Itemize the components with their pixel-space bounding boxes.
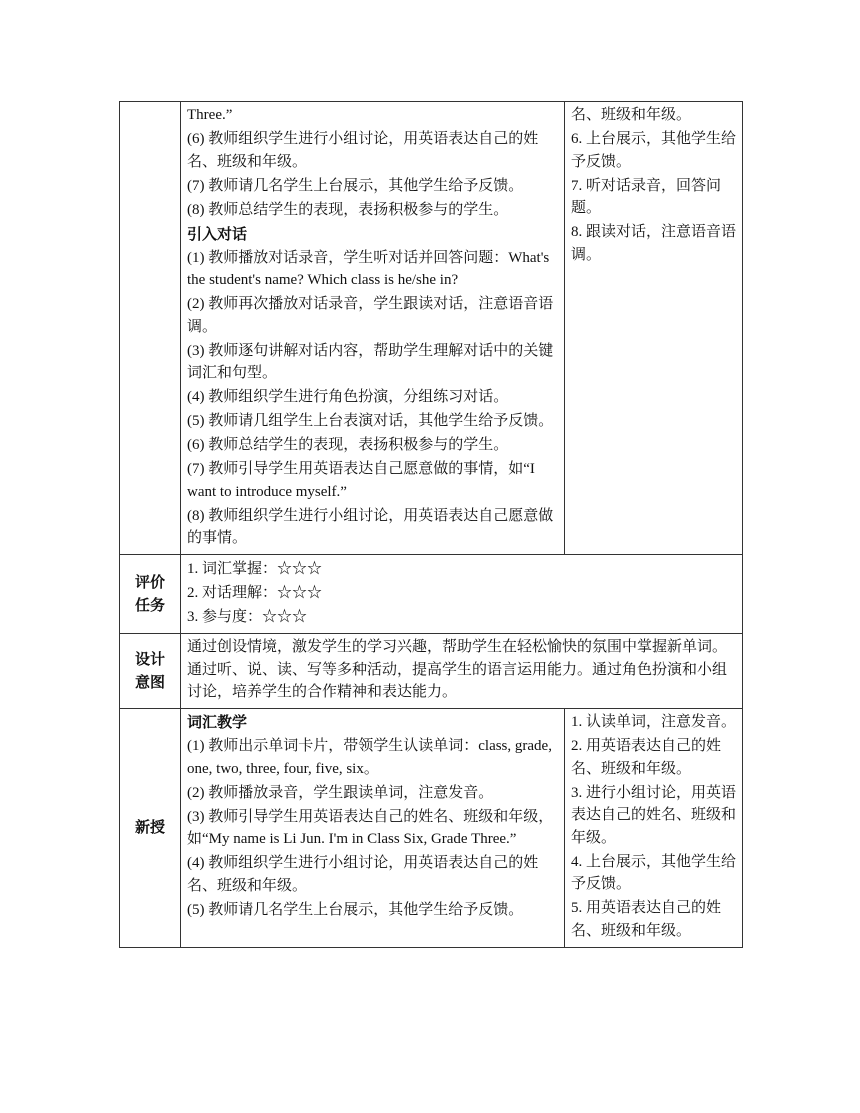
student-line: 2. 用英语表达自己的姓名、班级和年级。	[571, 738, 722, 777]
process-line: (1) 教师出示单词卡片，带领学生认读单词：class, grade, one, two, three, four, five, six。	[187, 738, 552, 777]
label-line: 设计	[134, 650, 165, 668]
row-label-assessment	[120, 555, 181, 634]
teacher-activity-cell	[181, 102, 565, 555]
process-line: (2) 教师再次播放对话录音，学生跟读对话，注意语音语调。	[187, 296, 554, 335]
assessment-item: 1. 词汇掌握：☆☆☆	[187, 561, 323, 577]
process-line: (2) 教师播放录音，学生跟读单词，注意发音。	[187, 784, 494, 801]
section-heading: 词汇教学	[187, 713, 248, 731]
student-activity-cell	[565, 709, 743, 948]
process-line: (7) 教师请几名学生上台展示，其他学生给予反馈。	[187, 177, 524, 194]
teacher-activity-cell	[181, 709, 565, 948]
process-line: (3) 教师引导学生用英语表达自己的姓名、班级和年级，如“My name is Li Jun. I'm in Class Six, Grade Three.”	[187, 808, 554, 847]
process-line: (8) 教师总结学生的表现，表扬积极参与的学生。	[187, 201, 509, 218]
label-line: 意图	[134, 672, 165, 691]
process-line: (3) 教师逐句讲解对话内容，帮助学生理解对话中的关键词汇和句型。	[187, 342, 554, 381]
process-line: (8) 教师组织学生进行小组讨论，用英语表达自己愿意做的事情。	[187, 507, 554, 546]
assessment-cell	[181, 555, 743, 634]
student-line: 7. 听对话录音，回答问题。	[571, 177, 722, 216]
assessment-item: 2. 对话理解：☆☆☆	[187, 585, 323, 601]
process-line: (6) 教师总结学生的表现，表扬积极参与的学生。	[187, 437, 509, 453]
student-line: 1. 认读单词，注意发音。	[571, 714, 737, 730]
design-intent-text: 通过创设情境，激发学生的学习兴趣，帮助学生在轻松愉快的氛围中掌握新单词。通过听、说、读、写等多种活动，提高学生的语言运用能力。通过角色扮演和小组讨论，培养学生的合作精神和表达能力。	[187, 639, 728, 700]
assessment-row	[120, 555, 743, 634]
process-row-continued	[120, 102, 743, 555]
row-label-empty	[120, 102, 181, 555]
label-line: 任务	[134, 595, 165, 614]
new-lesson-row	[120, 709, 743, 948]
process-line: (5) 教师请几名学生上台展示，其他学生给予反馈。	[187, 901, 524, 918]
design-intent-row	[120, 634, 743, 709]
student-line: 5. 用英语表达自己的姓名、班级和年级。	[571, 900, 722, 939]
student-line: 4. 上台展示，其他学生给予反馈。	[571, 853, 737, 892]
process-line: (5) 教师请几组学生上台表演对话，其他学生给予反馈。	[187, 413, 554, 429]
lesson-plan-table	[119, 101, 743, 948]
student-line: 6. 上台展示，其他学生给予反馈。	[571, 131, 737, 170]
row-label-design-intent	[120, 634, 181, 709]
process-line: (4) 教师组织学生进行角色扮演，分组练习对话。	[187, 389, 509, 405]
row-label-new-lesson: 新授	[120, 709, 181, 948]
assessment-item: 3. 参与度：☆☆☆	[187, 609, 308, 625]
process-line: (7) 教师引导学生用英语表达自己愿意做的事情，如“I want to introduce myself.”	[187, 461, 535, 500]
process-line: Three.”	[187, 107, 233, 123]
design-intent-cell	[181, 634, 743, 709]
process-line: (6) 教师组织学生进行小组讨论，用英语表达自己的姓名、班级和年级。	[187, 131, 539, 170]
label-line: 评价	[134, 573, 165, 591]
student-line: 8. 跟读对话，注意语音语调。	[571, 224, 737, 263]
section-heading: 引入对话	[187, 224, 248, 243]
process-line: (1) 教师播放对话录音，学生听对话并回答问题：What's the student's name? Which class is he/she in?	[187, 249, 550, 288]
student-line: 名、班级和年级。	[571, 107, 692, 123]
process-line: (4) 教师组织学生进行小组讨论，用英语表达自己的姓名、班级和年级。	[187, 855, 539, 894]
student-line: 3. 进行小组讨论，用英语表达自己的姓名、班级和年级。	[571, 784, 737, 846]
student-activity-cell	[565, 102, 743, 555]
